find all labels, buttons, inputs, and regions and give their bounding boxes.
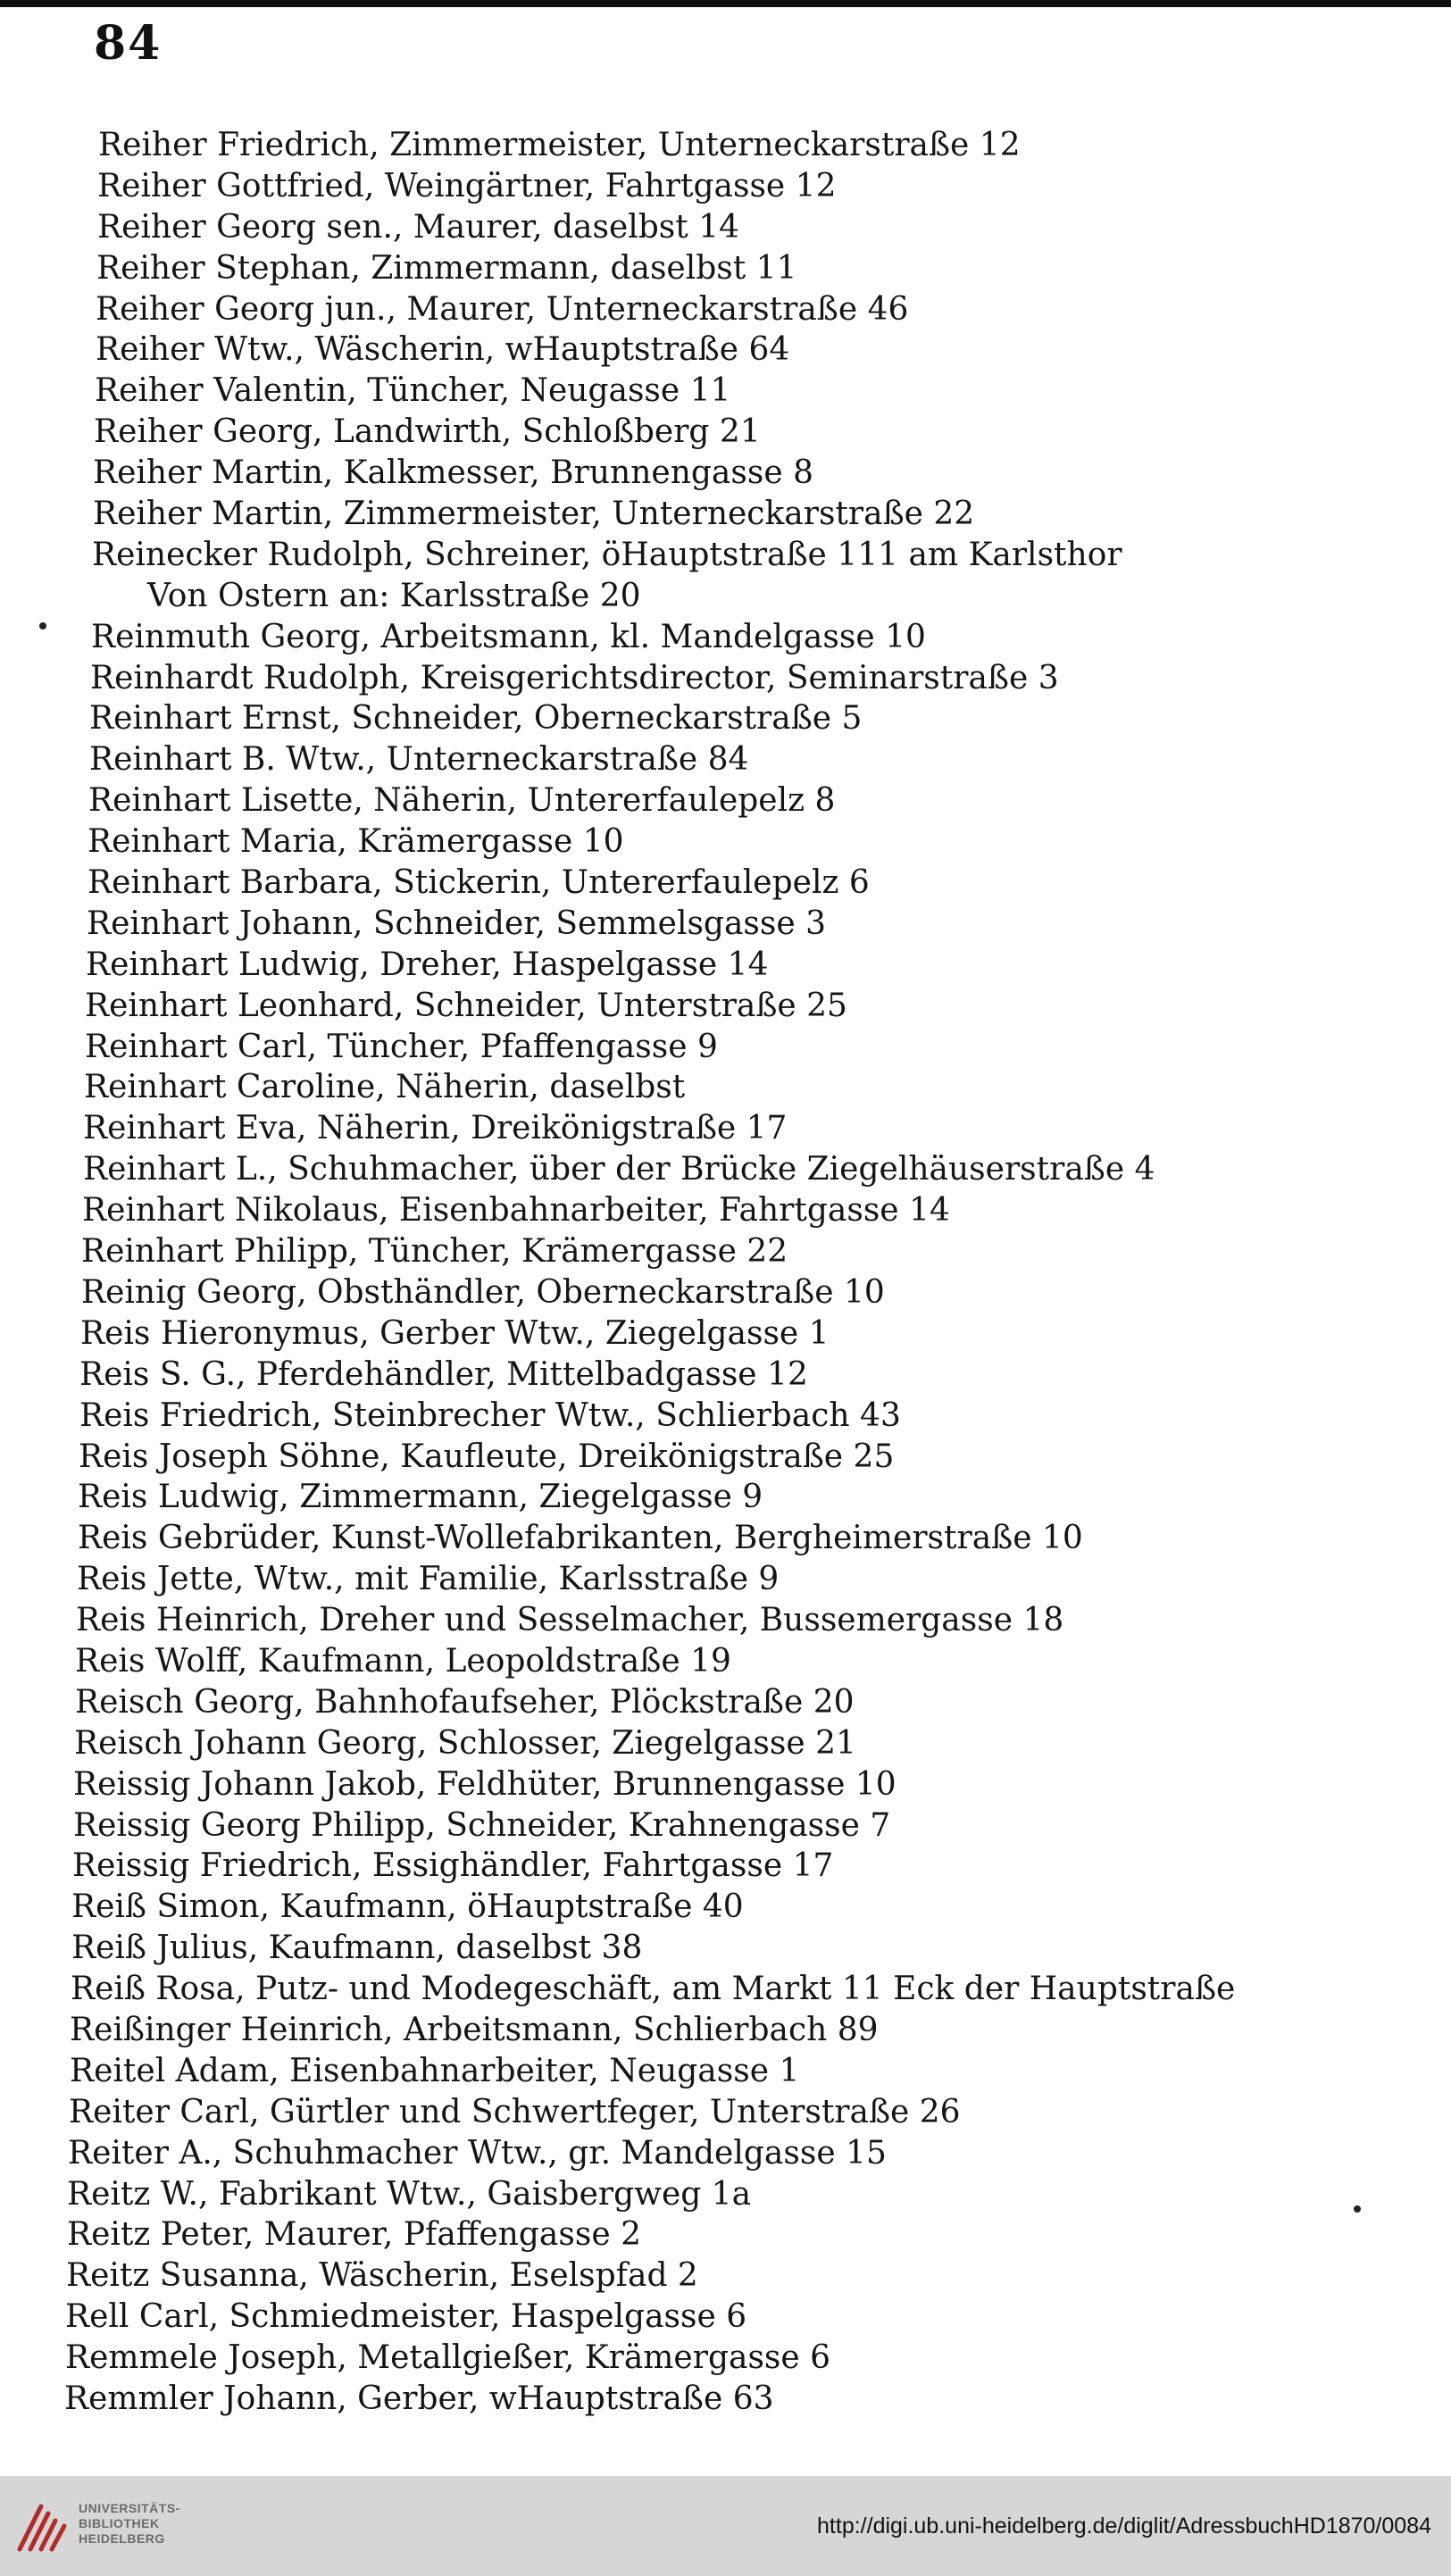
directory-entry-text: Reiher Gottfried, Weingärtner, Fahrtgasse 12 — [97, 167, 837, 204]
directory-entry-text: Reinhart Philipp, Tüncher, Krämergasse 22 — [81, 1233, 788, 1271]
directory-entry-text: Reiß Rosa, Putz- und Modegeschäft, am Markt 11 Eck der Hauptstraße — [71, 1971, 1236, 2008]
library-logo-icon — [14, 2499, 71, 2555]
directory-entry — [0, 821, 1451, 863]
directory-entry — [0, 535, 1451, 576]
directory-entry-text: Reiter Carl, Gürtler und Schwertfeger, Unterstraße 26 — [69, 2093, 961, 2130]
directory-entry — [0, 1518, 1451, 1559]
directory-entry — [0, 863, 1451, 904]
library-logo-text — [79, 2501, 180, 2547]
directory-entry-text: Reitel Adam, Eisenbahnarbeiter, Neugasse 1 — [70, 2052, 800, 2089]
directory-entry-text: Reis Jette, Wtw., mit Familie, Karlsstraße 9 — [77, 1561, 780, 1598]
directory-entry — [0, 412, 1451, 453]
directory-entry-text: Reiher Georg sen., Maurer, daselbst 14 — [97, 208, 739, 246]
directory-entry — [0, 617, 1451, 658]
directory-entry — [0, 1355, 1451, 1396]
directory-entry-text: Reinhart Johann, Schneider, Semmelsgasse 3 — [87, 905, 827, 942]
directory-entry — [0, 1067, 1451, 1108]
directory-entry-text: Reinhart Lisette, Näherin, Untererfaulepelz 8 — [88, 782, 836, 820]
directory-entry — [0, 1477, 1451, 1518]
directory-entry — [0, 1437, 1451, 1478]
directory-entry — [0, 1231, 1451, 1272]
directory-entry — [0, 1682, 1451, 1723]
directory-entry — [0, 329, 1451, 371]
directory-entry — [0, 1969, 1451, 2010]
directory-entry-text: Reinhart Maria, Krämergasse 10 — [88, 823, 624, 861]
directory-entry — [0, 2092, 1451, 2133]
directory-entries — [0, 125, 1451, 2420]
directory-entry-text: Reinhart Carl, Tüncher, Pfaffengasse 9 — [85, 1028, 718, 1065]
directory-entry-text: Von Ostern an: Karlsstraße 20 — [147, 577, 641, 614]
directory-entry-text: Reiher Stephan, Zimmermann, daselbst 11 — [96, 249, 797, 287]
directory-entry-text: Reinmuth Georg, Arbeitsmann, kl. Mandelgasse 10 — [91, 618, 926, 655]
directory-entry — [0, 698, 1451, 739]
directory-entry — [0, 739, 1451, 780]
directory-entry — [0, 2174, 1451, 2215]
directory-entry-text: Reis Gebrüder, Kunst-Wollefabrikanten, Bergheimerstraße 10 — [78, 1520, 1083, 1557]
directory-entry — [0, 576, 1451, 617]
directory-entry-text: Reiher Friedrich, Zimmermeister, Unterneckarstraße 12 — [98, 127, 1021, 163]
directory-entry-text: Reis S. G., Pferdehändler, Mittelbadgasse 12 — [79, 1355, 808, 1393]
directory-entry — [0, 1272, 1451, 1313]
top-rule — [0, 0, 1451, 7]
directory-entry-text: Reis Wolff, Kaufmann, Leopoldstraße 19 — [75, 1642, 731, 1680]
directory-entry-text: Reitz W., Fabrikant Wtw., Gaisbergweg 1a — [67, 2175, 752, 2213]
directory-entry — [0, 1027, 1451, 1068]
directory-entry — [0, 2010, 1451, 2051]
directory-entry-text: Reißinger Heinrich, Arbeitsmann, Schlierbach 89 — [70, 2011, 879, 2048]
directory-entry — [0, 1928, 1451, 1969]
directory-entry — [0, 945, 1451, 986]
logo-line: HEIDELBERG — [79, 2531, 165, 2546]
directory-entry-text: Reinhart Eva, Näherin, Dreikönigstraße 17 — [83, 1110, 788, 1147]
directory-entry — [0, 2051, 1451, 2092]
directory-entry — [0, 1396, 1451, 1437]
stray-mark — [1354, 2205, 1361, 2213]
directory-entry — [0, 125, 1451, 166]
directory-entry — [0, 371, 1451, 412]
directory-entry-text: Reis Ludwig, Zimmermann, Ziegelgasse 9 — [78, 1479, 763, 1516]
directory-entry-text: Reitz Peter, Maurer, Pfaffengasse 2 — [67, 2216, 641, 2254]
directory-entry — [0, 1313, 1451, 1355]
directory-entry-text: Reitz Susanna, Wäscherin, Eselspfad 2 — [66, 2257, 698, 2295]
directory-entry — [0, 1846, 1451, 1887]
directory-entry — [0, 289, 1451, 330]
directory-entry — [0, 2379, 1451, 2420]
directory-entry-text: Reinhart B. Wtw., Unterneckarstraße 84 — [89, 741, 749, 779]
directory-entry — [0, 658, 1451, 699]
directory-entry-text: Reinhart Nikolaus, Eisenbahnarbeiter, Fahrtgasse 14 — [82, 1192, 950, 1230]
directory-entry — [0, 1149, 1451, 1190]
directory-entry — [0, 2297, 1451, 2338]
directory-entry — [0, 1190, 1451, 1231]
directory-entry-text: Reinhart Caroline, Näherin, daselbst — [84, 1069, 686, 1106]
directory-entry-text: Reis Heinrich, Dreher und Sesselmacher, Bussemergasse 18 — [76, 1602, 1064, 1639]
directory-entry-text: Reiher Georg, Landwirth, Schloßberg 21 — [94, 413, 761, 451]
directory-entry-text: Rell Carl, Schmiedmeister, Haspelgasse 6 — [65, 2298, 747, 2336]
directory-entry-text: Reinhart Barbara, Stickerin, Untererfaulepelz 6 — [88, 864, 870, 902]
directory-entry-text: Reinhart Leonhard, Schneider, Unterstraße 25 — [85, 987, 847, 1024]
source-url-link[interactable]: http://digi.ub.uni-heidelberg.de/diglit/AdressbuchHD1870/0084 — [817, 2513, 1431, 2538]
directory-entry — [0, 248, 1451, 289]
directory-entry-text: Reinhart Ernst, Schneider, Oberneckarstraße 5 — [89, 700, 863, 738]
directory-entry-text: Reissig Georg Philipp, Schneider, Krahnengasse 7 — [73, 1806, 891, 1844]
directory-entry-text: Reiß Julius, Kaufmann, daselbst 38 — [71, 1930, 643, 1967]
logo-line: BIBLIOTHEK — [79, 2516, 160, 2530]
directory-entry — [0, 1764, 1451, 1805]
directory-entry — [0, 2338, 1451, 2379]
directory-entry — [0, 2133, 1451, 2174]
directory-entry-text: Reiher Georg jun., Maurer, Unterneckarstraße 46 — [96, 290, 909, 328]
directory-entry — [0, 904, 1451, 945]
directory-entry-text: Reissig Friedrich, Essighändler, Fahrtgasse 17 — [72, 1847, 834, 1885]
footer-bar — [0, 2476, 1451, 2576]
directory-entry-text: Reis Joseph Söhne, Kaufleute, Dreikönigstraße 25 — [79, 1438, 895, 1475]
directory-entry — [0, 1108, 1451, 1149]
directory-entry-text: Reiher Martin, Kalkmesser, Brunnengasse 8 — [93, 454, 813, 492]
directory-entry — [0, 1600, 1451, 1641]
directory-entry-text: Reisch Johann Georg, Schlosser, Ziegelgasse 21 — [74, 1724, 856, 1762]
directory-entry — [0, 1723, 1451, 1764]
directory-entry — [0, 1805, 1451, 1847]
directory-entry-text: Reiher Valentin, Tüncher, Neugasse 11 — [95, 372, 731, 410]
directory-entry — [0, 780, 1451, 821]
directory-entry-text: Remmele Joseph, Metallgießer, Krämergasse 6 — [65, 2339, 831, 2377]
directory-entry-text: Reis Hieronymus, Gerber Wtw., Ziegelgasse 1 — [80, 1314, 830, 1352]
directory-entry — [0, 1641, 1451, 1682]
directory-entry-text: Reinecker Rudolph, Schreiner, öHauptstraße 111 am Karlsthor — [92, 536, 1122, 573]
directory-entry — [0, 1887, 1451, 1928]
library-logo[interactable] — [14, 2496, 238, 2558]
directory-entry — [0, 1559, 1451, 1600]
directory-entry-text: Reinhart Ludwig, Dreher, Haspelgasse 14 — [86, 946, 769, 983]
directory-entry-text: Reiher Martin, Zimmermeister, Unterneckarstraße 22 — [93, 496, 975, 533]
directory-entry-text: Reinhardt Rudolph, Kreisgerichtsdirector, Seminarstraße 3 — [90, 659, 1059, 696]
directory-entry-text: Reisch Georg, Bahnhofaufseher, Plöckstraße 20 — [75, 1683, 855, 1721]
directory-entry-text: Reissig Johann Jakob, Feldhüter, Brunnengasse 10 — [73, 1765, 896, 1803]
directory-entry-text: Reinig Georg, Obsthändler, Oberneckarstraße 10 — [81, 1273, 885, 1311]
directory-entry-text: Remmler Johann, Gerber, wHauptstraße 63 — [64, 2380, 774, 2417]
directory-entry — [0, 494, 1451, 535]
directory-entry — [0, 986, 1451, 1027]
directory-entry — [0, 453, 1451, 494]
directory-entry — [0, 166, 1451, 207]
page-number: 84 — [94, 16, 163, 71]
logo-line: UNIVERSITÄTS- — [79, 2501, 180, 2515]
directory-entry-text: Reinhart L., Schuhmacher, über der Brücke Ziegelhäuserstraße 4 — [83, 1151, 1155, 1188]
directory-entry-text: Reis Friedrich, Steinbrecher Wtw., Schlierbach 43 — [79, 1396, 901, 1434]
directory-entry-text: Reiß Simon, Kaufmann, öHauptstraße 40 — [71, 1888, 744, 1926]
directory-entry-text: Reiter A., Schuhmacher Wtw., gr. Mandelgasse 15 — [68, 2134, 887, 2172]
stray-mark — [39, 622, 46, 629]
directory-entry — [0, 2255, 1451, 2297]
directory-entry — [0, 207, 1451, 248]
directory-entry — [0, 2214, 1451, 2255]
directory-entry-text: Reiher Wtw., Wäscherin, wHauptstraße 64 — [96, 331, 790, 369]
